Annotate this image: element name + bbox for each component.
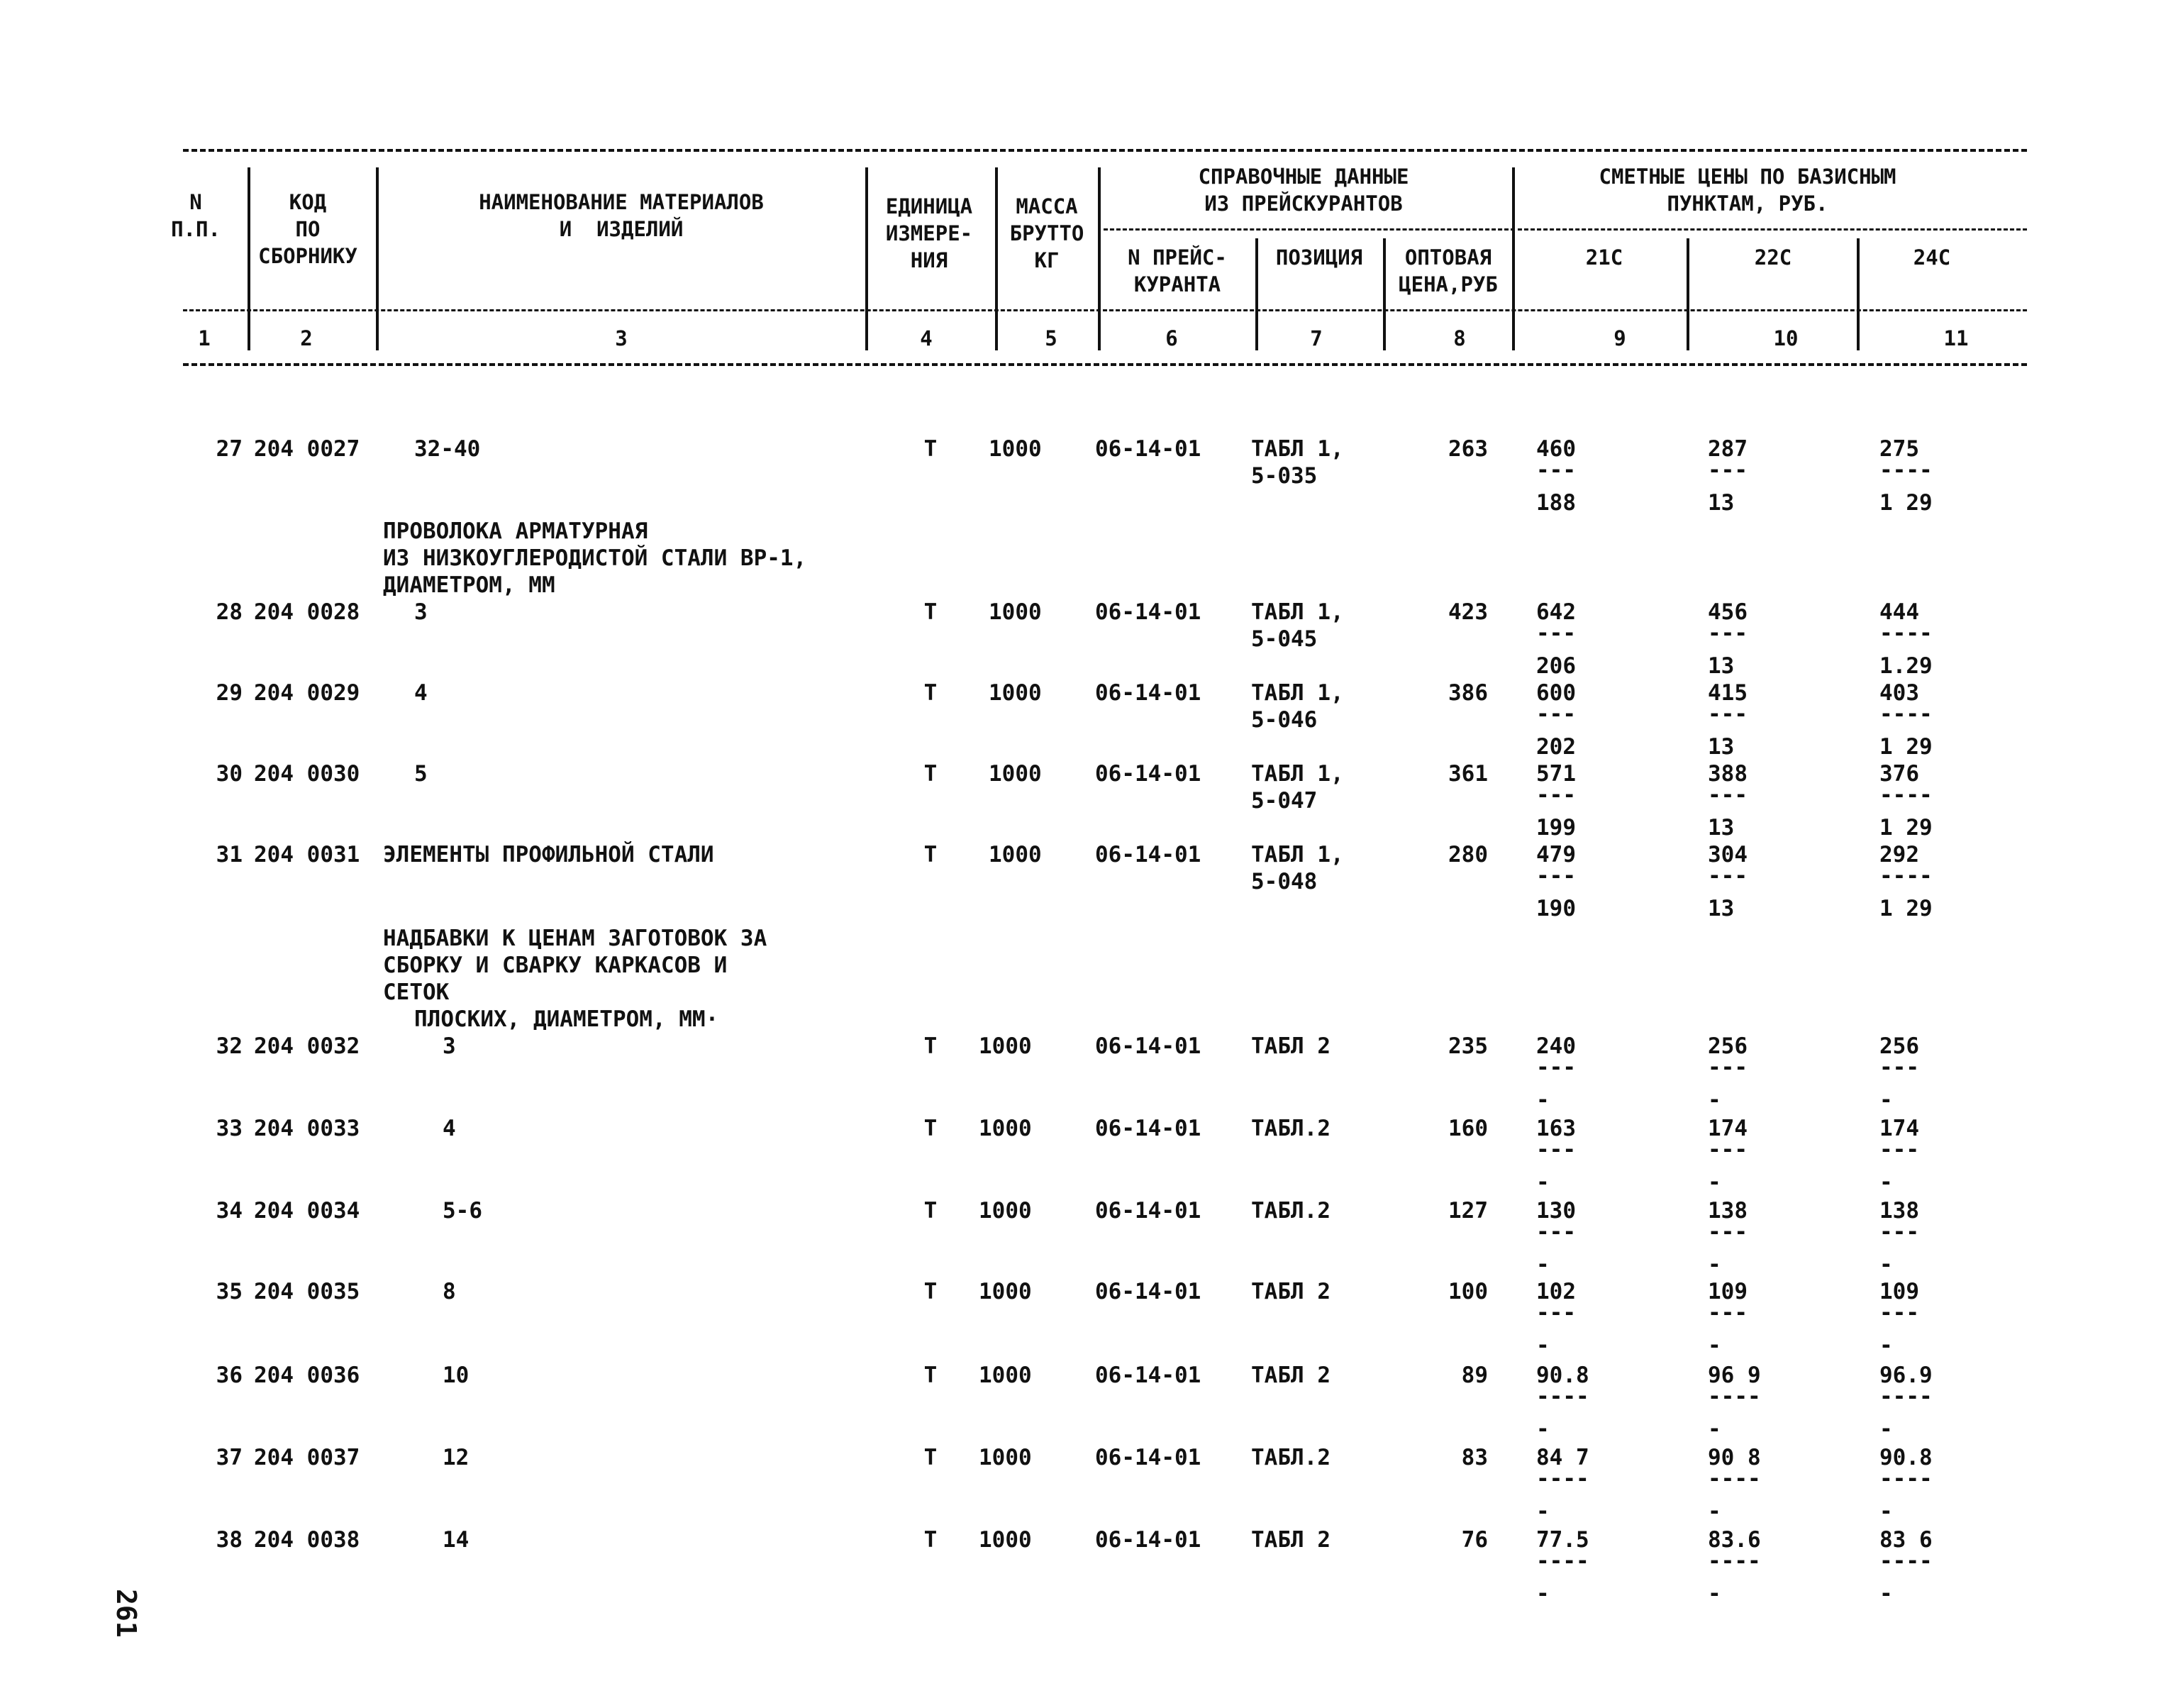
row-mass: 1000	[989, 680, 1042, 706]
colnum-1: 1	[198, 326, 211, 350]
header-n: N П.П.	[171, 190, 221, 241]
row-number: 36	[216, 1363, 243, 1388]
row-mass: 1000	[979, 1198, 1032, 1224]
section-surcharges	[383, 925, 767, 952]
price-p11-rule: ----	[1879, 782, 1933, 808]
row-unit: Т	[923, 1445, 938, 1470]
price-p9-denominator: -	[1536, 1581, 1550, 1607]
price-p10-rule: ---	[1708, 621, 1748, 646]
row-unit: Т	[923, 680, 938, 706]
header-22c: 22С	[1754, 245, 1792, 270]
row-mass: 1000	[989, 436, 1042, 462]
row-wholesale-price: 423	[1448, 599, 1488, 625]
colnum-5: 5	[1045, 326, 1057, 350]
row-code: 204 0036	[254, 1363, 360, 1388]
row-mass: 1000	[979, 1116, 1032, 1141]
price-p9-rule: ---	[1536, 1219, 1576, 1245]
price-p11-numerator: 292	[1879, 842, 1919, 867]
price-p11-numerator: 109	[1879, 1279, 1919, 1304]
row-unit: Т	[923, 1033, 938, 1059]
row-price-list: 06-14-01	[1095, 1033, 1201, 1059]
row-price-list: 06-14-01	[1095, 599, 1201, 625]
divider	[1687, 238, 1689, 350]
row-number: 30	[216, 761, 243, 787]
price-p10-rule: ---	[1708, 782, 1748, 808]
row-name: 3	[414, 599, 428, 625]
row-mass: 1000	[979, 1445, 1032, 1470]
price-p9-numerator: 90.8	[1536, 1363, 1589, 1388]
price-p9-numerator: 102	[1536, 1279, 1576, 1304]
row-code: 204 0030	[254, 761, 360, 787]
header-24c: 24С	[1913, 245, 1951, 270]
price-p10-denominator: 13	[1708, 815, 1735, 841]
header-wholesale-price: ОПТОВАЯ ЦЕНА,РУБ	[1399, 245, 1498, 296]
row-position: ТАБЛ 2	[1251, 1279, 1331, 1304]
price-p10-rule: ---	[1708, 1300, 1748, 1326]
row-unit: Т	[923, 1116, 938, 1141]
section-wire-title: ПРОВОЛОКА АРМАТУРНАЯ	[383, 518, 648, 544]
price-p10-numerator: 174	[1708, 1116, 1748, 1141]
price-p10-numerator: 456	[1708, 599, 1748, 625]
row-wholesale-price: 263	[1448, 436, 1488, 462]
price-p11-rule: ---	[1879, 1219, 1919, 1245]
row-number: 32	[216, 1033, 243, 1059]
colnum-11: 11	[1943, 326, 1969, 350]
price-p9-denominator: -	[1536, 1416, 1550, 1442]
row-name: ЭЛЕМЕНТЫ ПРОФИЛЬНОЙ СТАЛИ	[383, 842, 714, 867]
price-p11-rule: ----	[1879, 621, 1933, 646]
row-number: 27	[216, 436, 243, 462]
price-p11-numerator: 444	[1879, 599, 1919, 625]
price-p10-numerator: 109	[1708, 1279, 1748, 1304]
row-number: 33	[216, 1116, 243, 1141]
row-number: 35	[216, 1279, 243, 1304]
price-p9-denominator: 206	[1536, 653, 1576, 679]
row-wholesale-price: 235	[1448, 1033, 1488, 1059]
row-code: 204 0032	[254, 1033, 360, 1059]
price-p10-rule: ---	[1708, 1137, 1748, 1163]
row-price-list: 06-14-01	[1095, 842, 1201, 867]
row-code: 204 0034	[254, 1198, 360, 1224]
price-p11-denominator: 1 29	[1879, 896, 1933, 921]
price-p9-rule: ---	[1536, 863, 1576, 889]
price-p9-rule: ---	[1536, 1300, 1576, 1326]
row-name: 3	[443, 1033, 456, 1059]
row-wholesale-price: 160	[1448, 1116, 1488, 1141]
row-price-list: 06-14-01	[1095, 1279, 1201, 1304]
price-p11-numerator: 83 6	[1879, 1527, 1933, 1553]
price-p10-denominator: -	[1708, 1252, 1721, 1277]
price-p9-rule: ---	[1536, 1137, 1576, 1163]
price-p9-numerator: 479	[1536, 842, 1576, 867]
page-number: 261	[111, 1589, 142, 1638]
row-unit: Т	[923, 1198, 938, 1224]
row-number: 37	[216, 1445, 243, 1470]
row-code: 204 0033	[254, 1116, 360, 1141]
price-p11-numerator: 138	[1879, 1198, 1919, 1224]
price-p11-denominator: -	[1879, 1333, 1893, 1358]
price-p10-numerator: 83.6	[1708, 1527, 1761, 1553]
price-p11-denominator: -	[1879, 1252, 1893, 1277]
divider	[1857, 238, 1860, 350]
colnum-2: 2	[300, 326, 313, 350]
row-mass: 1000	[979, 1527, 1032, 1553]
row-position: ТАБЛ.2	[1251, 1198, 1331, 1224]
header-21c: 21С	[1585, 245, 1623, 270]
price-p10-rule: ---	[1708, 1055, 1748, 1080]
price-p11-rule: ----	[1879, 1466, 1933, 1492]
row-wholesale-price: 89	[1461, 1363, 1488, 1388]
header-bottom-rule	[183, 363, 2027, 366]
price-p9-rule: ----	[1536, 1384, 1589, 1409]
row-position: ТАБЛ 2	[1251, 1527, 1331, 1553]
row-mass: 1000	[979, 1279, 1032, 1304]
row-code: 204 0035	[254, 1279, 360, 1304]
price-p11-numerator: 174	[1879, 1116, 1919, 1141]
price-p11-denominator: -	[1879, 1499, 1893, 1524]
row-mass: 1000	[989, 599, 1042, 625]
header-code: КОД ПО СБОРНИКУ	[258, 190, 357, 268]
row-price-list: 06-14-01	[1095, 1445, 1201, 1470]
price-p11-numerator: 256	[1879, 1033, 1919, 1059]
ref-group-rule	[1104, 228, 1515, 231]
price-p9-numerator: 642	[1536, 599, 1576, 625]
row-name: 5	[414, 761, 428, 787]
price-p10-denominator: -	[1708, 1416, 1721, 1442]
price-p11-denominator: 1.29	[1879, 653, 1933, 679]
price-p11-denominator: 1 29	[1879, 734, 1933, 760]
header-price-group: СМЕТНЫЕ ЦЕНЫ ПО БАЗИСНЫМ ПУНКТАМ, РУБ.	[1599, 165, 1896, 216]
row-name: 5-6	[443, 1198, 482, 1224]
row-position-sub: 5-035	[1251, 463, 1318, 489]
price-p11-denominator: -	[1879, 1416, 1893, 1442]
section-surcharges-line2: СБОРКУ И СВАРКУ КАРКАСОВ И	[383, 953, 728, 978]
price-p11-rule: ----	[1879, 863, 1933, 889]
row-name: 4	[414, 680, 428, 706]
section-wire-line2: ИЗ НИЗКОУГЛЕРОДИСТОЙ СТАЛИ ВР-1,	[383, 545, 807, 571]
row-price-list: 06-14-01	[1095, 680, 1201, 706]
row-price-list: 06-14-01	[1095, 1363, 1201, 1388]
price-p10-rule: ----	[1708, 1548, 1761, 1574]
price-p9-numerator: 600	[1536, 680, 1576, 706]
colnum-6: 6	[1165, 326, 1178, 350]
price-p10-numerator: 138	[1708, 1198, 1748, 1224]
row-unit: Т	[923, 1363, 938, 1388]
divider	[1383, 238, 1386, 350]
price-p10-numerator: 415	[1708, 680, 1748, 706]
row-code: 204 0038	[254, 1527, 360, 1553]
row-code: 204 0029	[254, 680, 360, 706]
row-price-list: 06-14-01	[1095, 761, 1201, 787]
row-position: ТАБЛ 1,	[1251, 842, 1344, 867]
price-p9-rule: ---	[1536, 702, 1576, 727]
price-p9-numerator: 571	[1536, 761, 1576, 787]
price-p9-numerator: 460	[1536, 436, 1576, 462]
row-unit: Т	[923, 1279, 938, 1304]
row-wholesale-price: 127	[1448, 1198, 1488, 1224]
price-p10-denominator: -	[1708, 1581, 1721, 1607]
header-position: ПОЗИЦИЯ	[1275, 245, 1363, 270]
row-position: ТАБЛ 2	[1251, 1033, 1331, 1059]
divider	[1255, 238, 1258, 350]
row-mass: 1000	[979, 1363, 1032, 1388]
price-p10-rule: ---	[1708, 1219, 1748, 1245]
row-number: 29	[216, 680, 243, 706]
price-p11-rule: ---	[1879, 1300, 1919, 1326]
colnum-8: 8	[1453, 326, 1466, 350]
row-mass: 1000	[979, 1033, 1032, 1059]
row-price-list: 06-14-01	[1095, 1527, 1201, 1553]
header-mass: МАССА БРУТТО КГ	[1009, 194, 1084, 272]
price-p10-rule: ---	[1708, 702, 1748, 727]
row-position: ТАБЛ.2	[1251, 1116, 1331, 1141]
section-wire-line3: ДИАМЕТРОМ, ММ	[383, 572, 555, 598]
price-p11-rule: ---	[1879, 1055, 1919, 1080]
colnum-9: 9	[1613, 326, 1626, 350]
price-p10-numerator: 304	[1708, 842, 1748, 867]
price-p11-numerator: 90.8	[1879, 1445, 1933, 1470]
divider	[376, 167, 379, 350]
price-p9-rule: ---	[1536, 782, 1576, 808]
price-p10-denominator: 13	[1708, 896, 1735, 921]
price-group-rule	[1518, 228, 2027, 231]
row-price-list: 06-14-01	[1095, 1198, 1201, 1224]
price-p11-denominator: 1 29	[1879, 815, 1933, 841]
price-p11-numerator: 376	[1879, 761, 1919, 787]
price-p10-numerator: 256	[1708, 1033, 1748, 1059]
row-position: ТАБЛ 1,	[1251, 599, 1344, 625]
price-p9-rule: ----	[1536, 1466, 1589, 1492]
row-position: ТАБЛ 1,	[1251, 436, 1344, 462]
divider	[865, 167, 868, 350]
row-wholesale-price: 100	[1448, 1279, 1488, 1304]
price-p9-rule: ---	[1536, 458, 1576, 483]
row-number: 28	[216, 599, 243, 625]
row-position: ТАБЛ.2	[1251, 1445, 1331, 1470]
row-wholesale-price: 280	[1448, 842, 1488, 867]
divider	[248, 167, 250, 350]
row-code: 204 0028	[254, 599, 360, 625]
price-p10-denominator: 13	[1708, 653, 1735, 679]
row-price-list: 06-14-01	[1095, 1116, 1201, 1141]
price-p10-numerator: 96 9	[1708, 1363, 1761, 1388]
header-top-rule	[183, 149, 2027, 152]
row-wholesale-price: 361	[1448, 761, 1488, 787]
row-price-list: 06-14-01	[1095, 436, 1201, 462]
price-p10-numerator: 388	[1708, 761, 1748, 787]
colnum-3: 3	[615, 326, 628, 350]
price-p10-denominator: -	[1708, 1087, 1721, 1113]
header-name: НАИМЕНОВАНИЕ МАТЕРИАЛОВ И ИЗДЕЛИЙ	[479, 190, 764, 241]
price-p11-numerator: 275	[1879, 436, 1919, 462]
row-name: 12	[443, 1445, 470, 1470]
price-p9-numerator: 77.5	[1536, 1527, 1589, 1553]
price-p9-denominator: 188	[1536, 490, 1576, 516]
row-unit: Т	[923, 599, 938, 625]
row-code: 204 0037	[254, 1445, 360, 1470]
price-p9-numerator: 163	[1536, 1116, 1576, 1141]
row-unit: Т	[923, 1527, 938, 1553]
price-p9-rule: ---	[1536, 621, 1576, 646]
section-surcharges-line4: ПЛОСКИХ, ДИАМЕТРОМ, ММ·	[414, 1006, 719, 1032]
price-p9-denominator: -	[1536, 1333, 1550, 1358]
price-p11-rule: ----	[1879, 1384, 1933, 1409]
row-name: 4	[443, 1116, 456, 1141]
row-mass: 1000	[989, 761, 1042, 787]
price-p11-numerator: 96.9	[1879, 1363, 1933, 1388]
row-position: ТАБЛ 2	[1251, 1363, 1331, 1388]
divider	[1098, 167, 1101, 350]
row-position-sub: 5-047	[1251, 788, 1318, 814]
divider	[1512, 167, 1515, 350]
price-p11-rule: ----	[1879, 1548, 1933, 1574]
row-mass: 1000	[989, 842, 1042, 867]
price-p10-denominator: 13	[1708, 734, 1735, 760]
price-p9-denominator: 199	[1536, 815, 1576, 841]
section-surcharges-line3: СЕТОК	[383, 980, 450, 1005]
price-p10-denominator: 13	[1708, 490, 1735, 516]
row-unit: Т	[923, 761, 938, 787]
header-ref-group: СПРАВОЧНЫЕ ДАННЫЕ ИЗ ПРЕЙСКУРАНТОВ	[1198, 165, 1409, 216]
row-position-sub: 5-048	[1251, 869, 1318, 894]
price-p9-numerator: 84 7	[1536, 1445, 1589, 1470]
price-p10-denominator: -	[1708, 1499, 1721, 1524]
price-p9-denominator: -	[1536, 1087, 1550, 1113]
price-p9-denominator: 190	[1536, 896, 1576, 921]
row-wholesale-price: 386	[1448, 680, 1488, 706]
price-p10-rule: ---	[1708, 863, 1748, 889]
header-price-list-no: N ПРЕЙС- КУРАНТА	[1128, 245, 1227, 296]
row-name: 32-40	[414, 436, 481, 462]
row-wholesale-price: 83	[1461, 1445, 1488, 1470]
row-position-sub: 5-045	[1251, 626, 1318, 652]
price-p11-denominator: -	[1879, 1170, 1893, 1195]
row-name: 8	[443, 1279, 456, 1304]
colnum-7: 7	[1310, 326, 1323, 350]
price-p9-numerator: 240	[1536, 1033, 1576, 1059]
price-p9-rule: ---	[1536, 1055, 1576, 1080]
price-p11-denominator: -	[1879, 1087, 1893, 1113]
price-p11-denominator: -	[1879, 1581, 1893, 1607]
row-name: 14	[443, 1527, 470, 1553]
header-unit: ЕДИНИЦА ИЗМЕРЕ- НИЯ	[885, 194, 973, 272]
price-p10-rule: ----	[1708, 1384, 1761, 1409]
price-p10-rule: ----	[1708, 1466, 1761, 1492]
price-p9-denominator: -	[1536, 1499, 1550, 1524]
row-position: ТАБЛ 1,	[1251, 680, 1344, 706]
colnum-4: 4	[920, 326, 933, 350]
row-number: 34	[216, 1198, 243, 1224]
row-position-sub: 5-046	[1251, 707, 1318, 733]
row-code: 204 0027	[254, 436, 360, 462]
price-p11-rule: ----	[1879, 702, 1933, 727]
price-p10-denominator: -	[1708, 1333, 1721, 1358]
colnum-10: 10	[1773, 326, 1799, 350]
header-numbers-rule	[183, 309, 2027, 311]
price-p9-numerator: 130	[1536, 1198, 1576, 1224]
price-p10-denominator: -	[1708, 1170, 1721, 1195]
price-p10-numerator: 287	[1708, 436, 1748, 462]
price-p9-denominator: -	[1536, 1252, 1550, 1277]
price-p11-rule: ---	[1879, 1137, 1919, 1163]
row-unit: Т	[923, 436, 938, 462]
price-p9-denominator: 202	[1536, 734, 1576, 760]
price-p11-denominator: 1 29	[1879, 490, 1933, 516]
price-p9-denominator: -	[1536, 1170, 1550, 1195]
row-position: ТАБЛ 1,	[1251, 761, 1344, 787]
price-p11-rule: ----	[1879, 458, 1933, 483]
row-code: 204 0031	[254, 842, 360, 867]
section-surcharges-rest: ЗА	[727, 926, 767, 951]
row-wholesale-price: 76	[1461, 1527, 1488, 1553]
row-number: 38	[216, 1527, 243, 1553]
row-unit: Т	[923, 842, 938, 867]
price-p9-rule: ----	[1536, 1548, 1589, 1574]
row-number: 31	[216, 842, 243, 867]
section-surcharges-bold: НАДБАВКИ К ЦЕНАМ ЗАГОТОВОК	[383, 926, 728, 951]
price-p10-rule: ---	[1708, 458, 1748, 483]
divider	[995, 167, 998, 350]
price-p11-numerator: 403	[1879, 680, 1919, 706]
price-p10-numerator: 90 8	[1708, 1445, 1761, 1470]
row-name: 10	[443, 1363, 470, 1388]
